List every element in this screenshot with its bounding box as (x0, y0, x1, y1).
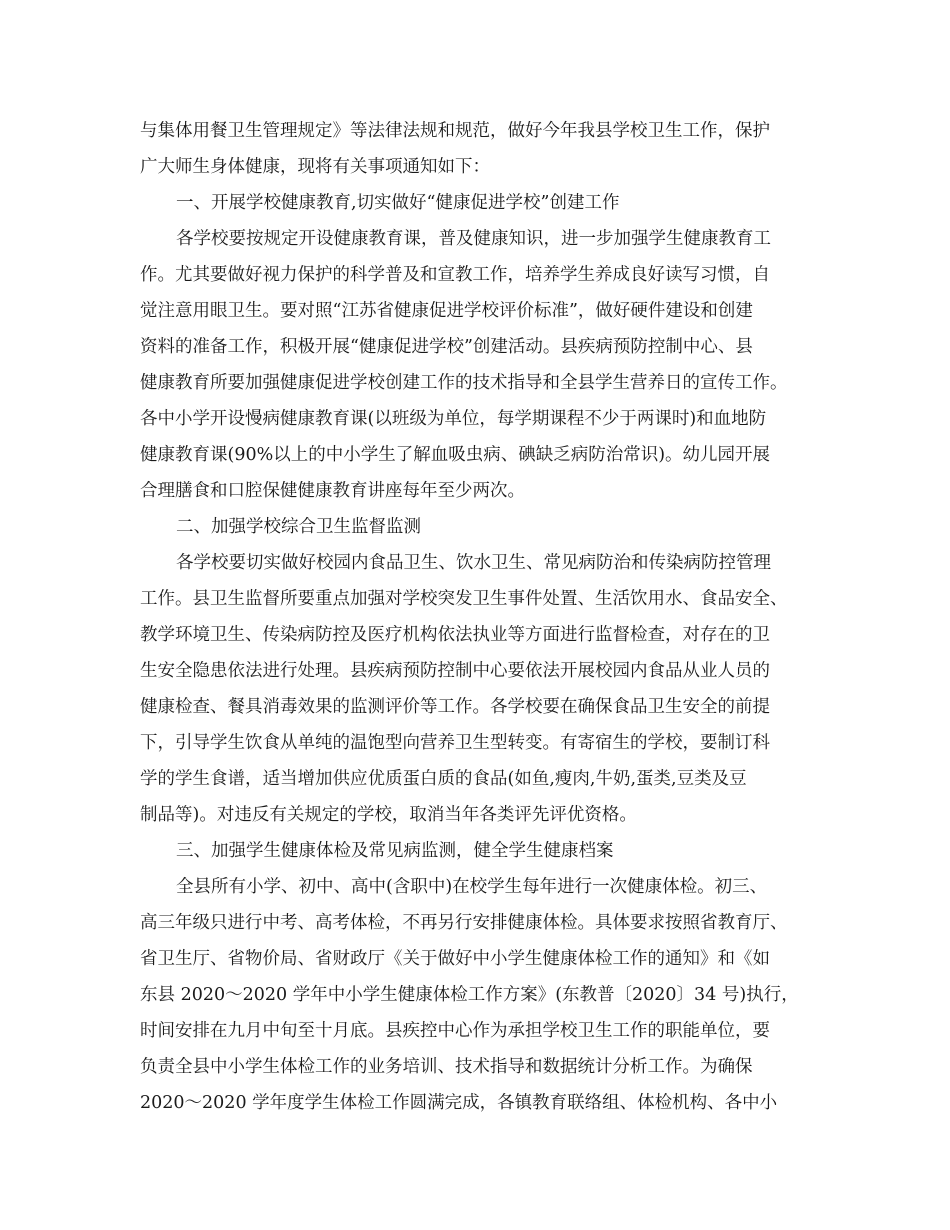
text-line: 二、加强学校综合卫生监督监测 (176, 517, 421, 537)
text-line: 东县 2020～2020 学年中小学生健康体检工作方案》(东教普〔2020〕34 号)执行， (140, 985, 799, 1005)
text-line: 全县所有小学、初中、高中(含职中)在校学生每年进行一次健康体检。初三、 (176, 877, 768, 897)
text-line: 合理膳食和口腔保健健康教育讲座每年至少两次。 (140, 481, 525, 501)
text-line: 下，引导学生饮食从单纯的温饱型向营养卫生型转变。有寄宿生的学校，要制订科 (140, 733, 770, 753)
text-line: 学的学生食谱，适当增加供应优质蛋白质的食品(如鱼,瘦肉,牛奶,蛋类,豆类及豆 (140, 769, 747, 789)
text-line: 资料的准备工作，积极开展“健康促进学校”创建活动。县疾病预防控制中心、县 (140, 337, 753, 357)
document-body (140, 113, 820, 1121)
text-line: 各中小学开设慢病健康教育课(以班级为单位，每学期课程不少于两课时)和血地防 (140, 409, 767, 429)
text-line: 工作。县卫生监督所要重点加强对学校突发卫生事件处置、生活饮用水、食品安全、 (140, 589, 788, 609)
text-line: 健康教育所要加强健康促进学校创建工作的技术指导和全县学生营养日的宣传工作。 (140, 373, 788, 393)
text-line: 三、加强学生健康体检及常见病监测，健全学生健康档案 (176, 841, 614, 861)
text-line: 健康检查、餐具消毒效果的监测评价等工作。各学校要在确保食品卫生安全的前提 (140, 697, 770, 717)
text-line: 与集体用餐卫生管理规定》等法律法规和规范，做好今年我县学校卫生工作，保护 (140, 121, 770, 141)
text-line: 时间安排在九月中旬至十月底。县疾控中心作为承担学校卫生工作的职能单位，要 (140, 1021, 770, 1041)
text-line: 一、开展学校健康教育,切实做好“健康促进学校”创建工作 (176, 193, 620, 213)
text-line: 2020～2020 学年度学生体检工作圆满完成，各镇教育联络组、体检机构、各中小 (140, 1093, 778, 1113)
text-line: 生安全隐患依法进行处理。县疾病预防控制中心要依法开展校园内食品从业人员的 (140, 661, 770, 681)
text-line: 教学环境卫生、传染病防控及医疗机构依法执业等方面进行监督检查，对存在的卫 (140, 625, 770, 645)
text-line: 各学校要切实做好校园内食品卫生、饮水卫生、常见病防治和传染病防控管理 (176, 553, 771, 573)
text-line: 省卫生厅、省物价局、省财政厅《关于做好中小学生健康体检工作的通知》和《如 (140, 949, 770, 969)
text-line: 制品等)。对违反有关规定的学校，取消当年各类评先评优资格。 (140, 805, 637, 825)
text-line: 负责全县中小学生体检工作的业务培训、技术指导和数据统计分析工作。为确保 (140, 1057, 753, 1077)
text-line: 健康教育课(90%以上的中小学生了解血吸虫病、碘缺乏病防治常识)。幼儿园开展 (140, 445, 771, 465)
text-line: 觉注意用眼卫生。要对照“江苏省健康促进学校评价标准”，做好硬件建设和创建 (140, 301, 753, 321)
text-line: 各学校要按规定开设健康教育课，普及健康知识，进一步加强学生健康教育工 (176, 229, 771, 249)
text-line: 广大师生身体健康，现将有关事项通知如下： (140, 157, 490, 177)
text-line: 作。尤其要做好视力保护的科学普及和宣教工作，培养学生养成良好读写习惯，自 (140, 265, 770, 285)
text-line: 高三年级只进行中考、高考体检，不再另行安排健康体检。具体要求按照省教育厅、 (140, 913, 788, 933)
